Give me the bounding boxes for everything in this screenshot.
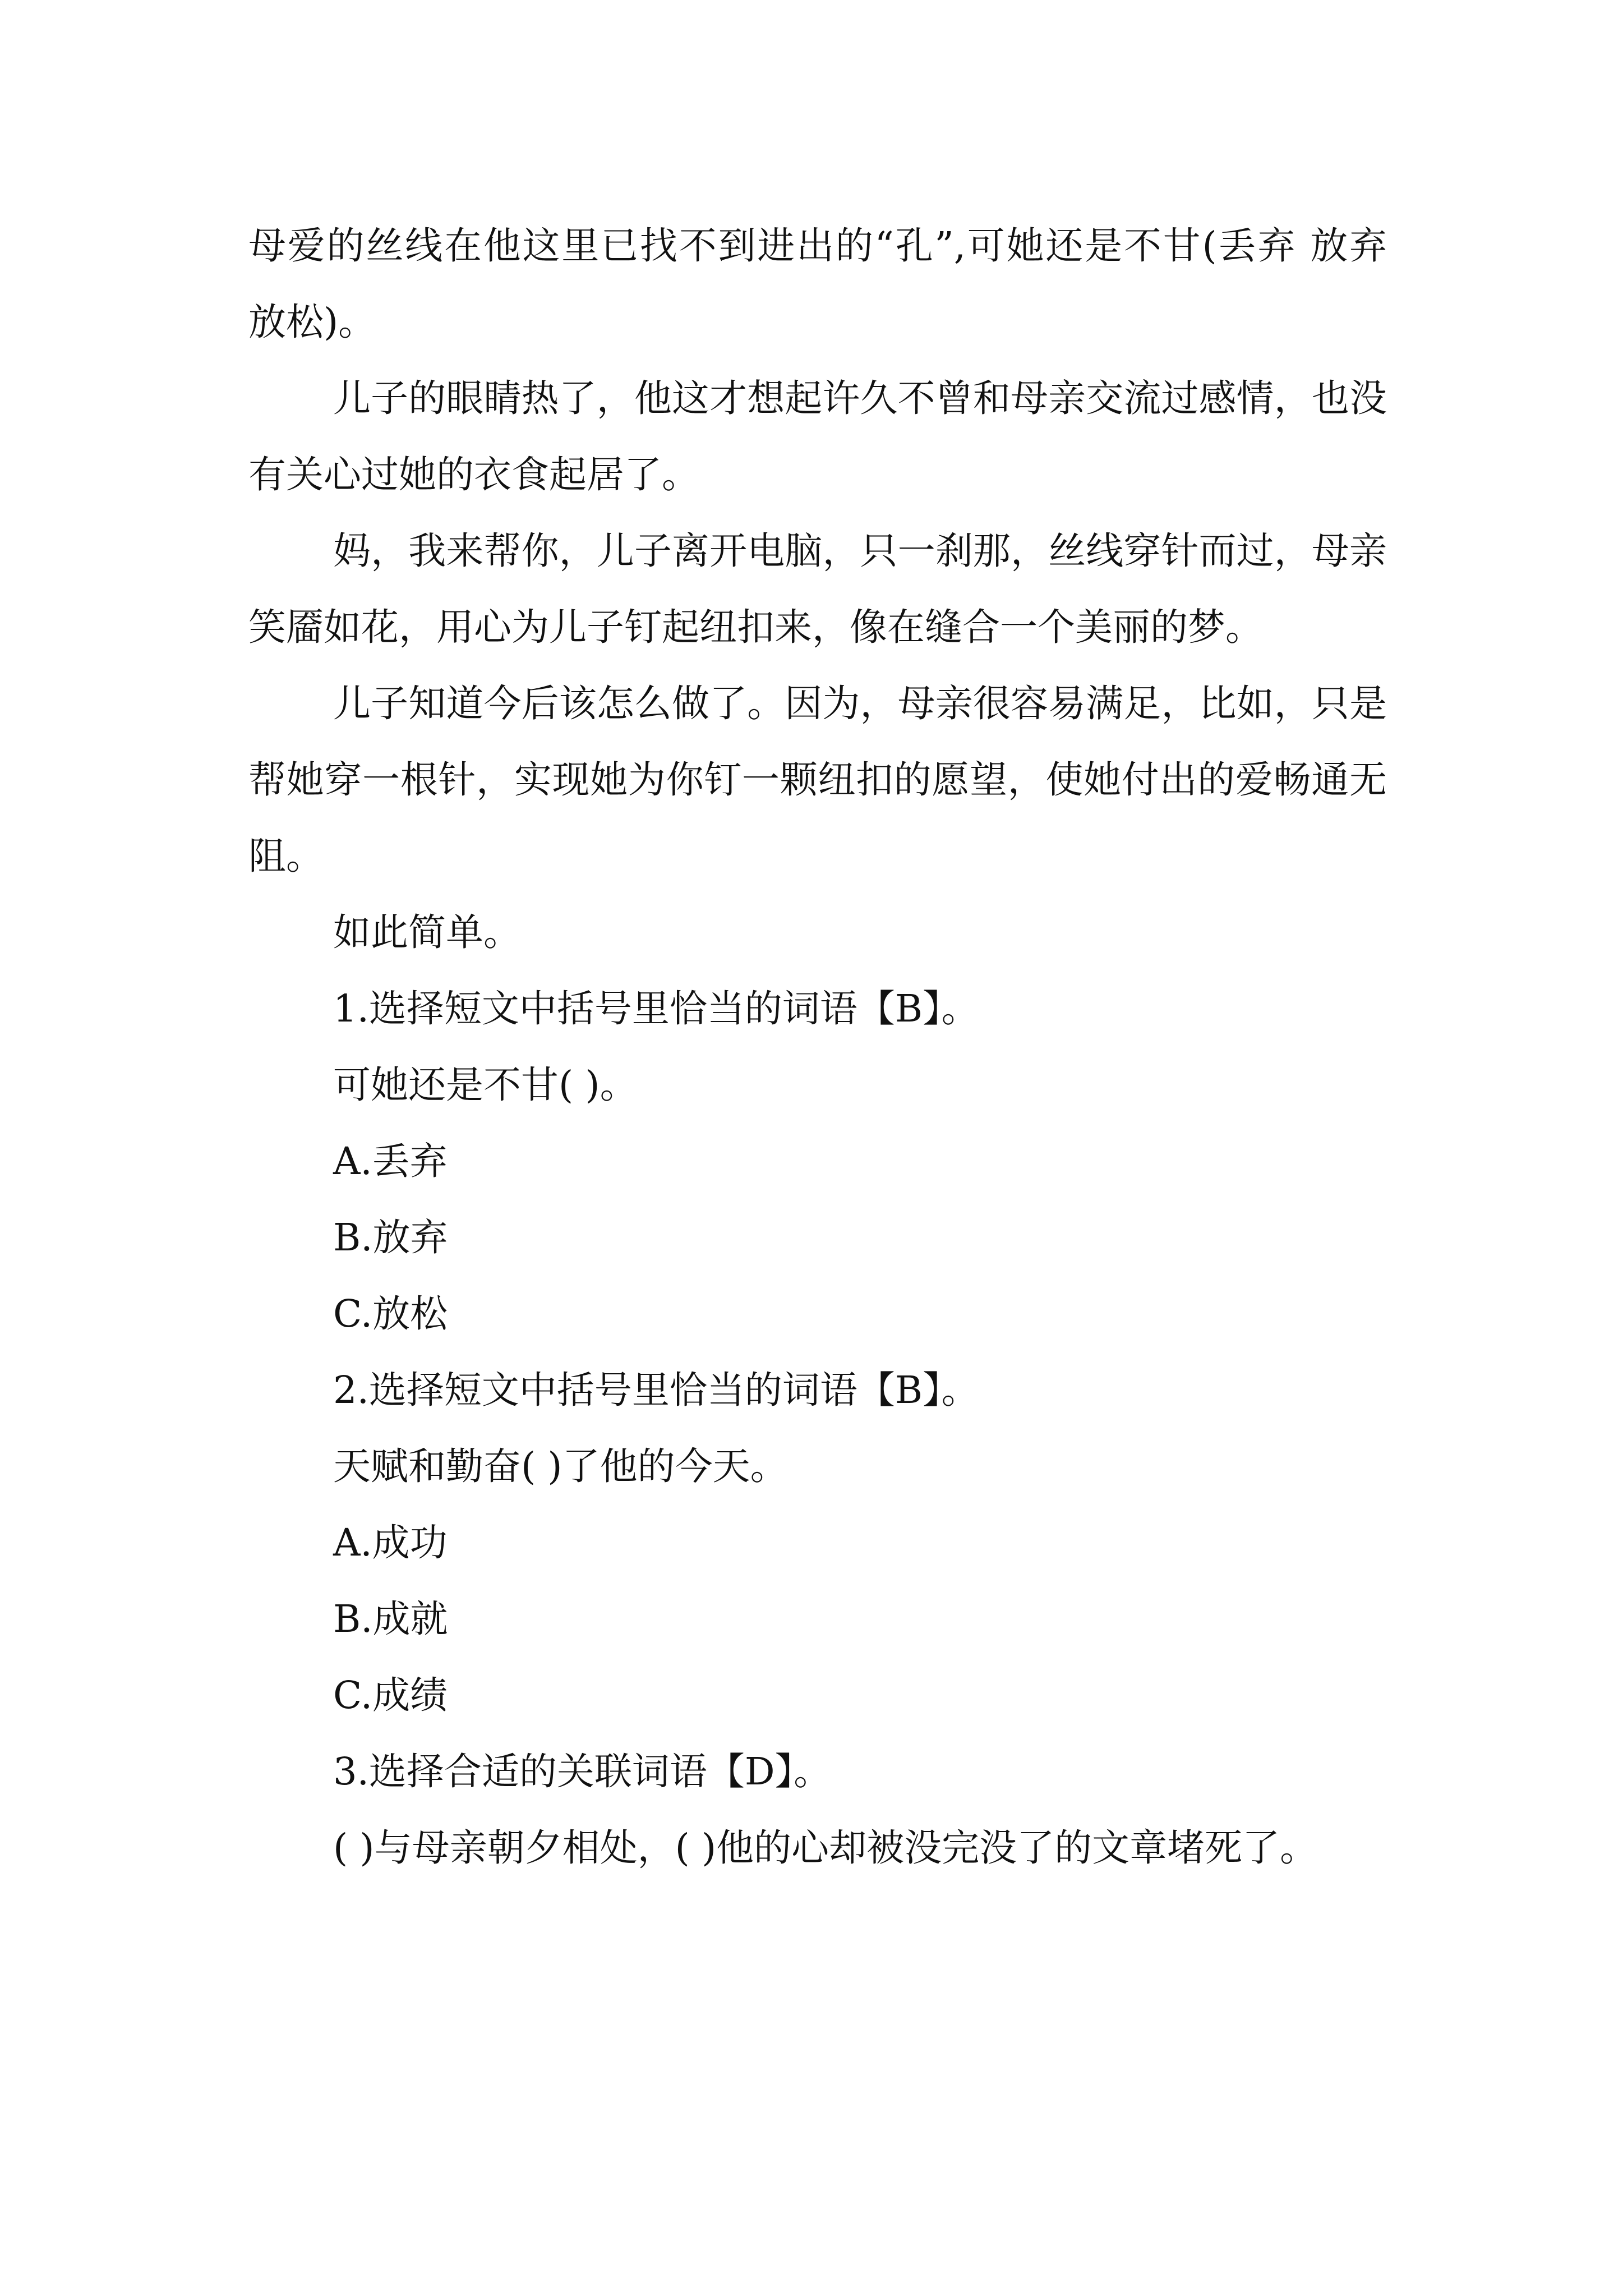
- question-1-option-c: C.放松: [333, 1292, 448, 1336]
- question-2-option-c: C.成绩: [333, 1673, 448, 1717]
- question-1-option-a: A.丢弃: [333, 1139, 448, 1183]
- question-2: 2.选择短文中括号里恰当的词语【B】。: [333, 1368, 979, 1412]
- paragraph-mother-love-thread: 母爱的丝线在他这里已找不到进出的“孔”,可她还是不甘(丢弃 放弃 放松)。: [248, 224, 1387, 344]
- question-2-sentence: 天赋和勤奋( )了他的今天。: [333, 1444, 788, 1488]
- question-3-sentence: ( )与母亲朝夕相处，( )他的心却被没完没了的文章堵死了。: [333, 1826, 1318, 1870]
- paragraph-son-eyes: 儿子的眼睛热了，他这才想起许久不曾和母亲交流过感情，也没有关心过她的衣食起居了。: [248, 376, 1387, 496]
- paragraph-so-simple: 如此简单。: [333, 910, 521, 954]
- question-2-option-a: A.成功: [333, 1521, 448, 1565]
- paragraph-help-mother: 妈，我来帮你，儿子离开电脑，只一刹那，丝线穿针而过，母亲笑靥如花，用心为儿子钉起纽扣来，像在缝合一个美丽的梦。: [248, 529, 1387, 649]
- document-body: [248, 208, 1387, 1886]
- paragraph-son-knows: 儿子知道今后该怎么做了。因为，母亲很容易满足，比如，只是帮她穿一根针，实现她为你钉一颗纽扣的愿望，使她付出的爱畅通无阻。: [248, 682, 1387, 878]
- question-2-option-b: B.成就: [333, 1597, 448, 1641]
- question-1: 1.选择短文中括号里恰当的词语【B】。: [333, 987, 979, 1030]
- question-1-option-b: B.放弃: [333, 1216, 448, 1259]
- question-3: 3.选择合适的关联词语【D】。: [333, 1750, 832, 1793]
- question-1-sentence: 可她还是不甘( )。: [333, 1063, 638, 1107]
